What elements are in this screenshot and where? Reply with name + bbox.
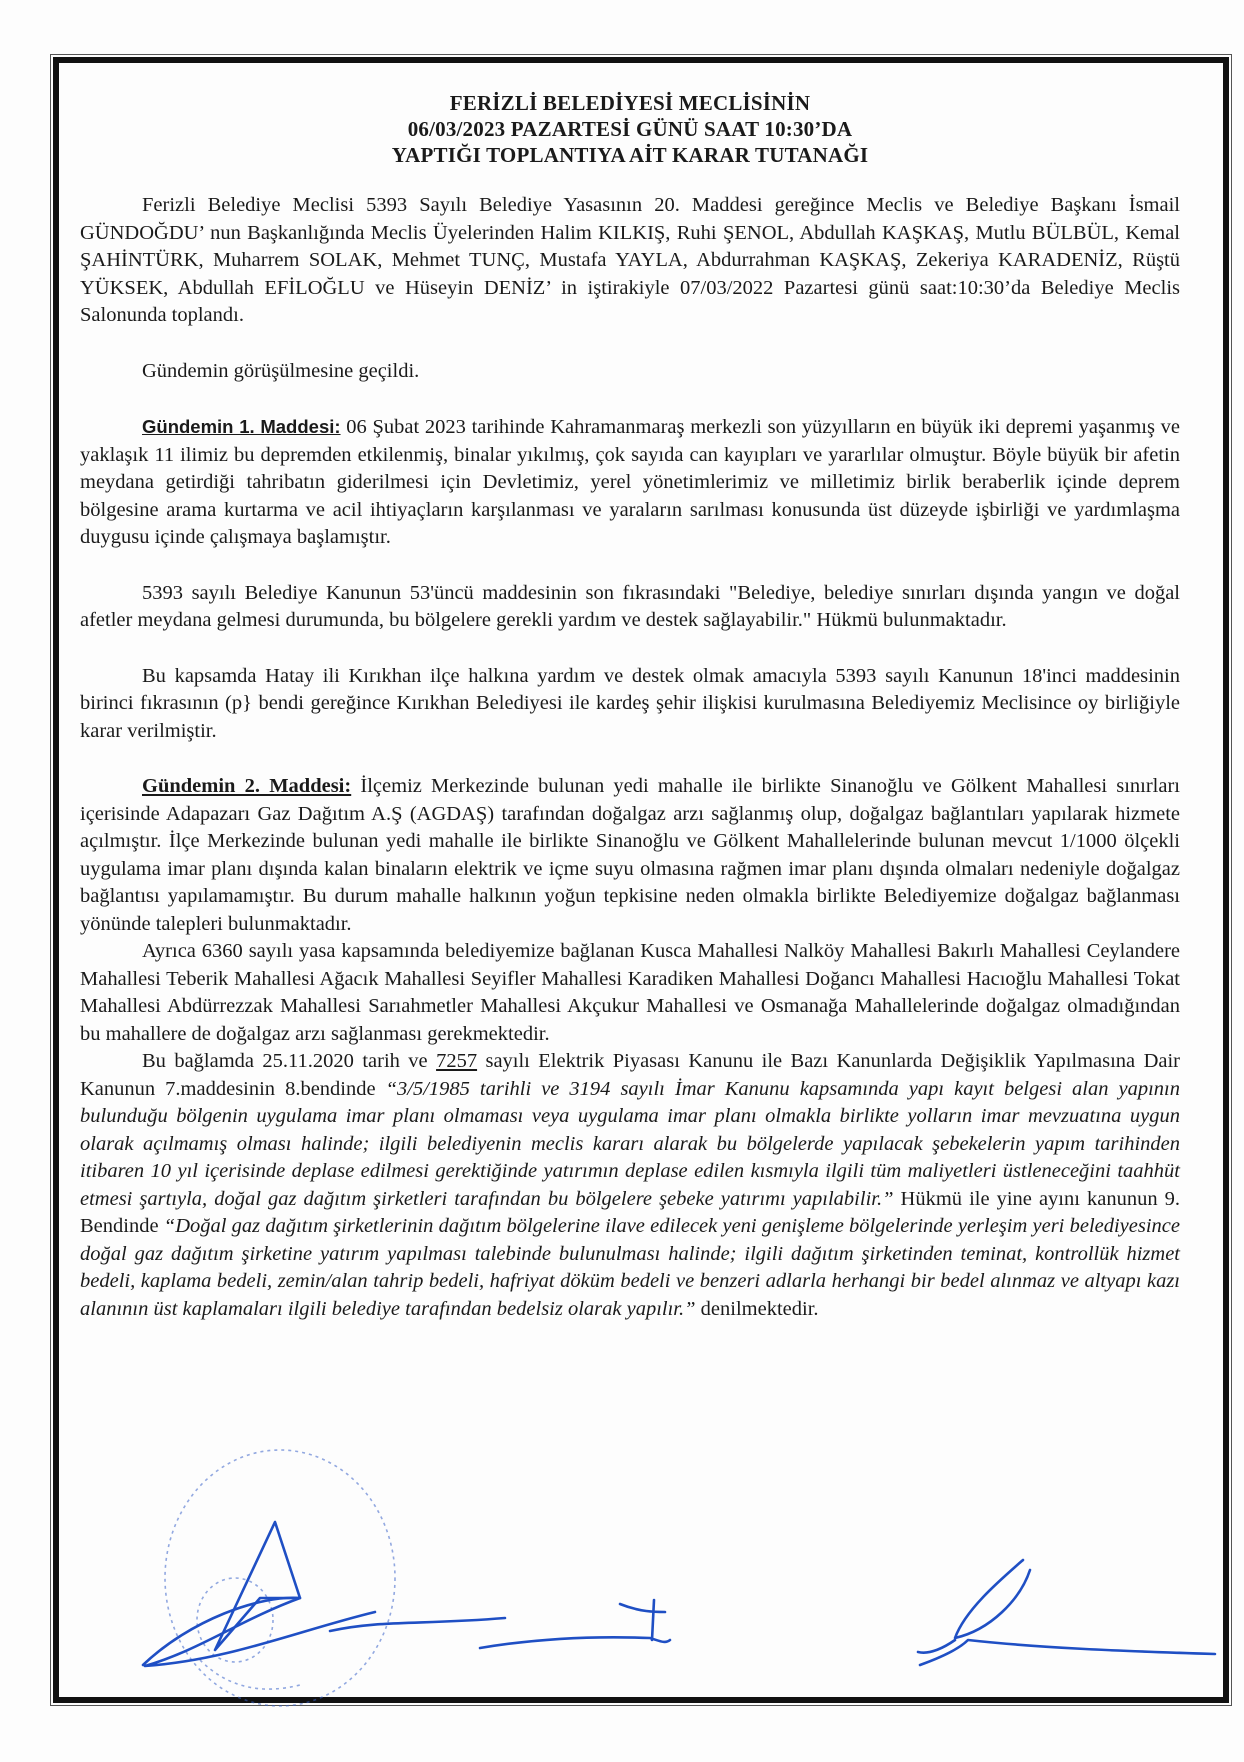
item1-paragraph: [80, 413, 1180, 552]
title-line-1: FERİZLİ BELEDİYESİ MECLİSİNİN: [449, 91, 811, 115]
closing-text: denilmektedir.: [695, 1297, 819, 1320]
title-line-2: 06/03/2023 PAZARTESİ GÜNÜ SAAT 10:30’DA: [407, 117, 853, 141]
context-mid: sayılı Elektrik Piyasası Kanunu ile Bazı Kanunlarda Değişiklik Yapılmasına Dair Kanunun 7.maddesinin 8.bendinde: [80, 1050, 1180, 1100]
intro-paragraph: Ferizli Belediye Meclisi 5393 Sayılı Belediye Yasasının 20. Maddesi gereğince Meclis ve Belediye Başkanı İsmail GÜNDOĞDU’ nun Başkanlığında Meclis Üyelerinden Halim KILKIŞ, Ruhi ŞENOL, Abdullah KAŞKAŞ, Mutlu BÜLBÜL, Kemal ŞAHİNTÜRK, Muharrem SOLAK, Mehmet TUNÇ, Mustafa YAYLA, Abdurrahman KAŞKAŞ, Zekeriya KARADENİZ, Rüştü YÜKSEK, Abdullah EFİLOĞLU ve Hüseyin DENİZ’ in iştirakiyle 07/03/2022 Pazartesi günü saat:10:30’da Belediye Meclis Salonunda toplandı.: [80, 194, 1180, 326]
quote-2: “Doğal gaz dağıtım şirketlerinin dağıtım bölgelerine ilave edilecek yeni genişleme bölgelerinde yerleşim yeri belediyesince doğal gaz dağıtım şirketine yatırım yapılması talebinde bulunulması halinde; ilgili dağıtım şirketinden teminat, kontrollük hizmet bedeli, kaplama bedeli, zemin/alan tahrip bedeli, hafriyat döküm bedeli ve benzeri adlarla herhangi bir bedel alınmaz ve altyapı kazı alanının üst kaplamaları ilgili belediye tarafından bedelsiz olarak yapılır.”: [80, 1215, 1181, 1320]
quote-1: “3/5/1985 tarihli ve 3194 sayılı İmar Kanunu kapsamında yapı kayıt belgesi alan yapının bulunduğu bölgenin uygulama imar planı olmaması veya uygulama imar planı olmakla birlikte yolların imar mevzuatına uygun olarak açılmamış olması halinde; ilgili belediyenin meclis kararı alarak bu bölgelerde yapılacak şebekelerin yapım tarihinden itibaren 10 yıl içerisinde deplase edilmesi gerektiğinde yatırımın deplase edilen kısmıyla ilgili tüm maliyetleri üstleneceğini taahhüt etmesi şartıyla, doğal gaz dağıtım şirketleri tarafından bu bölgelere şebeke yatırımı yapılabilir.”: [80, 1077, 1180, 1210]
item2-context-paragraph: [80, 1048, 1180, 1323]
item1-decision: Bu kapsamda Hatay ili Kırıkhan ilçe halkına yardım ve destek olmak amacıyla 5393 sayılı Kanunun 18'inci maddesinin birinci fıkrasının (p} bendi gereğince Kırıkhan Belediyesi ile kardeş şehir ilişkisi kurulmasına Belediyemiz Meclisince oy birliğiyle karar verilmiştir.: [80, 664, 1180, 742]
title-line-3: YAPTIĞI TOPLANTIYA AİT KARAR TUTANAĞI: [391, 143, 869, 167]
item2-also-paragraph: Ayrıca 6360 sayılı yasa kapsamında belediyemize bağlanan Kusca Mahallesi Nalköy Mahallesi Bakırlı Mahallesi Ceylandere Mahallesi Teberik Mahallesi Ağacık Mahallesi Seyifler Mahallesi Karadiken Mahallesi Doğancı Mahallesi Hacıoğlu Mahallesi Tokat Mahallesi Abdürrezzak Mahallesi Sarıahmetler Mahallesi Akçukur Mahallesi ve Osmanağa Mahallelerinde doğalgaz olmadığından bu mahallere de doğalgaz arzı sağlanması gerekmektedir.: [80, 940, 1180, 1045]
context-prefix: Bu bağlamda 25.11.2020 tarih ve: [142, 1050, 437, 1072]
agenda-start: Gündemin görüşülmesine geçildi.: [142, 359, 420, 382]
item1-heading: Gündemin 1. Maddesi:: [142, 416, 341, 437]
item2-paragraph: [80, 773, 1180, 938]
item1-law-paragraph: 5393 sayılı Belediye Kanunun 53'üncü maddesinin son fıkrasındaki "Belediye, belediye sınırları dışında yangın ve doğal afetler meydana gelmesi durumunda, bu bölgelere gerekli yardım ve destek sağlayabilir." Hükmü bulunmaktadır.: [80, 581, 1180, 631]
item2-heading: Gündemin 2. Maddesi:: [142, 775, 352, 797]
item1-text: 06 Şubat 2023 tarihinde Kahramanmaraş merkezli son yüzyılların en büyük iki depremi yaşanmış ve yaklaşık 11 ilimiz bu depremden etkilenmiş, binalar yıkılmış, çok sayıda can kayıpları ve yararlılar olmuştur. Böyle büyük bir afetin meydana getirdiği tahribatın giderilmesi için Devletimiz, yerel yönetimlerimiz ve milletimiz birlik beraberlik içinde deprem bölgesine arama kurtarma ve acil ihtiyaçların karşılanması ve yaraların sarılması konusunda üst düzeyde işbirliği ve yardımlaşma duygusu içinde çalışmaya başlamıştır.: [80, 416, 1181, 548]
law-number: 7257: [436, 1050, 478, 1072]
item2-text: İlçemiz Merkezinde bulunan yedi mahalle ile birlikte Sinanoğlu ve Gölkent Mahallesi sınırları içerisinde Adapazarı Gaz Dağıtım A.Ş (AGDAŞ) tarafından doğalgaz arzı sağlanmış olup, doğalgaz bağlantıları yapılarak hizmete açılmıştır. İlçe Merkezinde bulunan yedi mahalle ile birlikte Sinanoğlu ve Gölkent Mahallelerinde bulunan mevcut 1/1000 ölçekli uygulama imar planı dışında kalan binaların elektrik ve içme suyu olmasına rağmen imar planı dışında olmaları nedeniyle doğalgaz bağlantısı yapılamamıştır. Bu durum mahalle halkının yoğun tepkisine neden olmakla birlikte Belediyemize doğalgaz bağlanması yönünde talepleri bulunmaktadır.: [80, 775, 1180, 935]
context-between: Hükmü ile yine ayını kanunun 9. Bendinde: [80, 1187, 1181, 1237]
document-body: [80, 90, 1180, 1323]
document-title: [80, 90, 1180, 168]
